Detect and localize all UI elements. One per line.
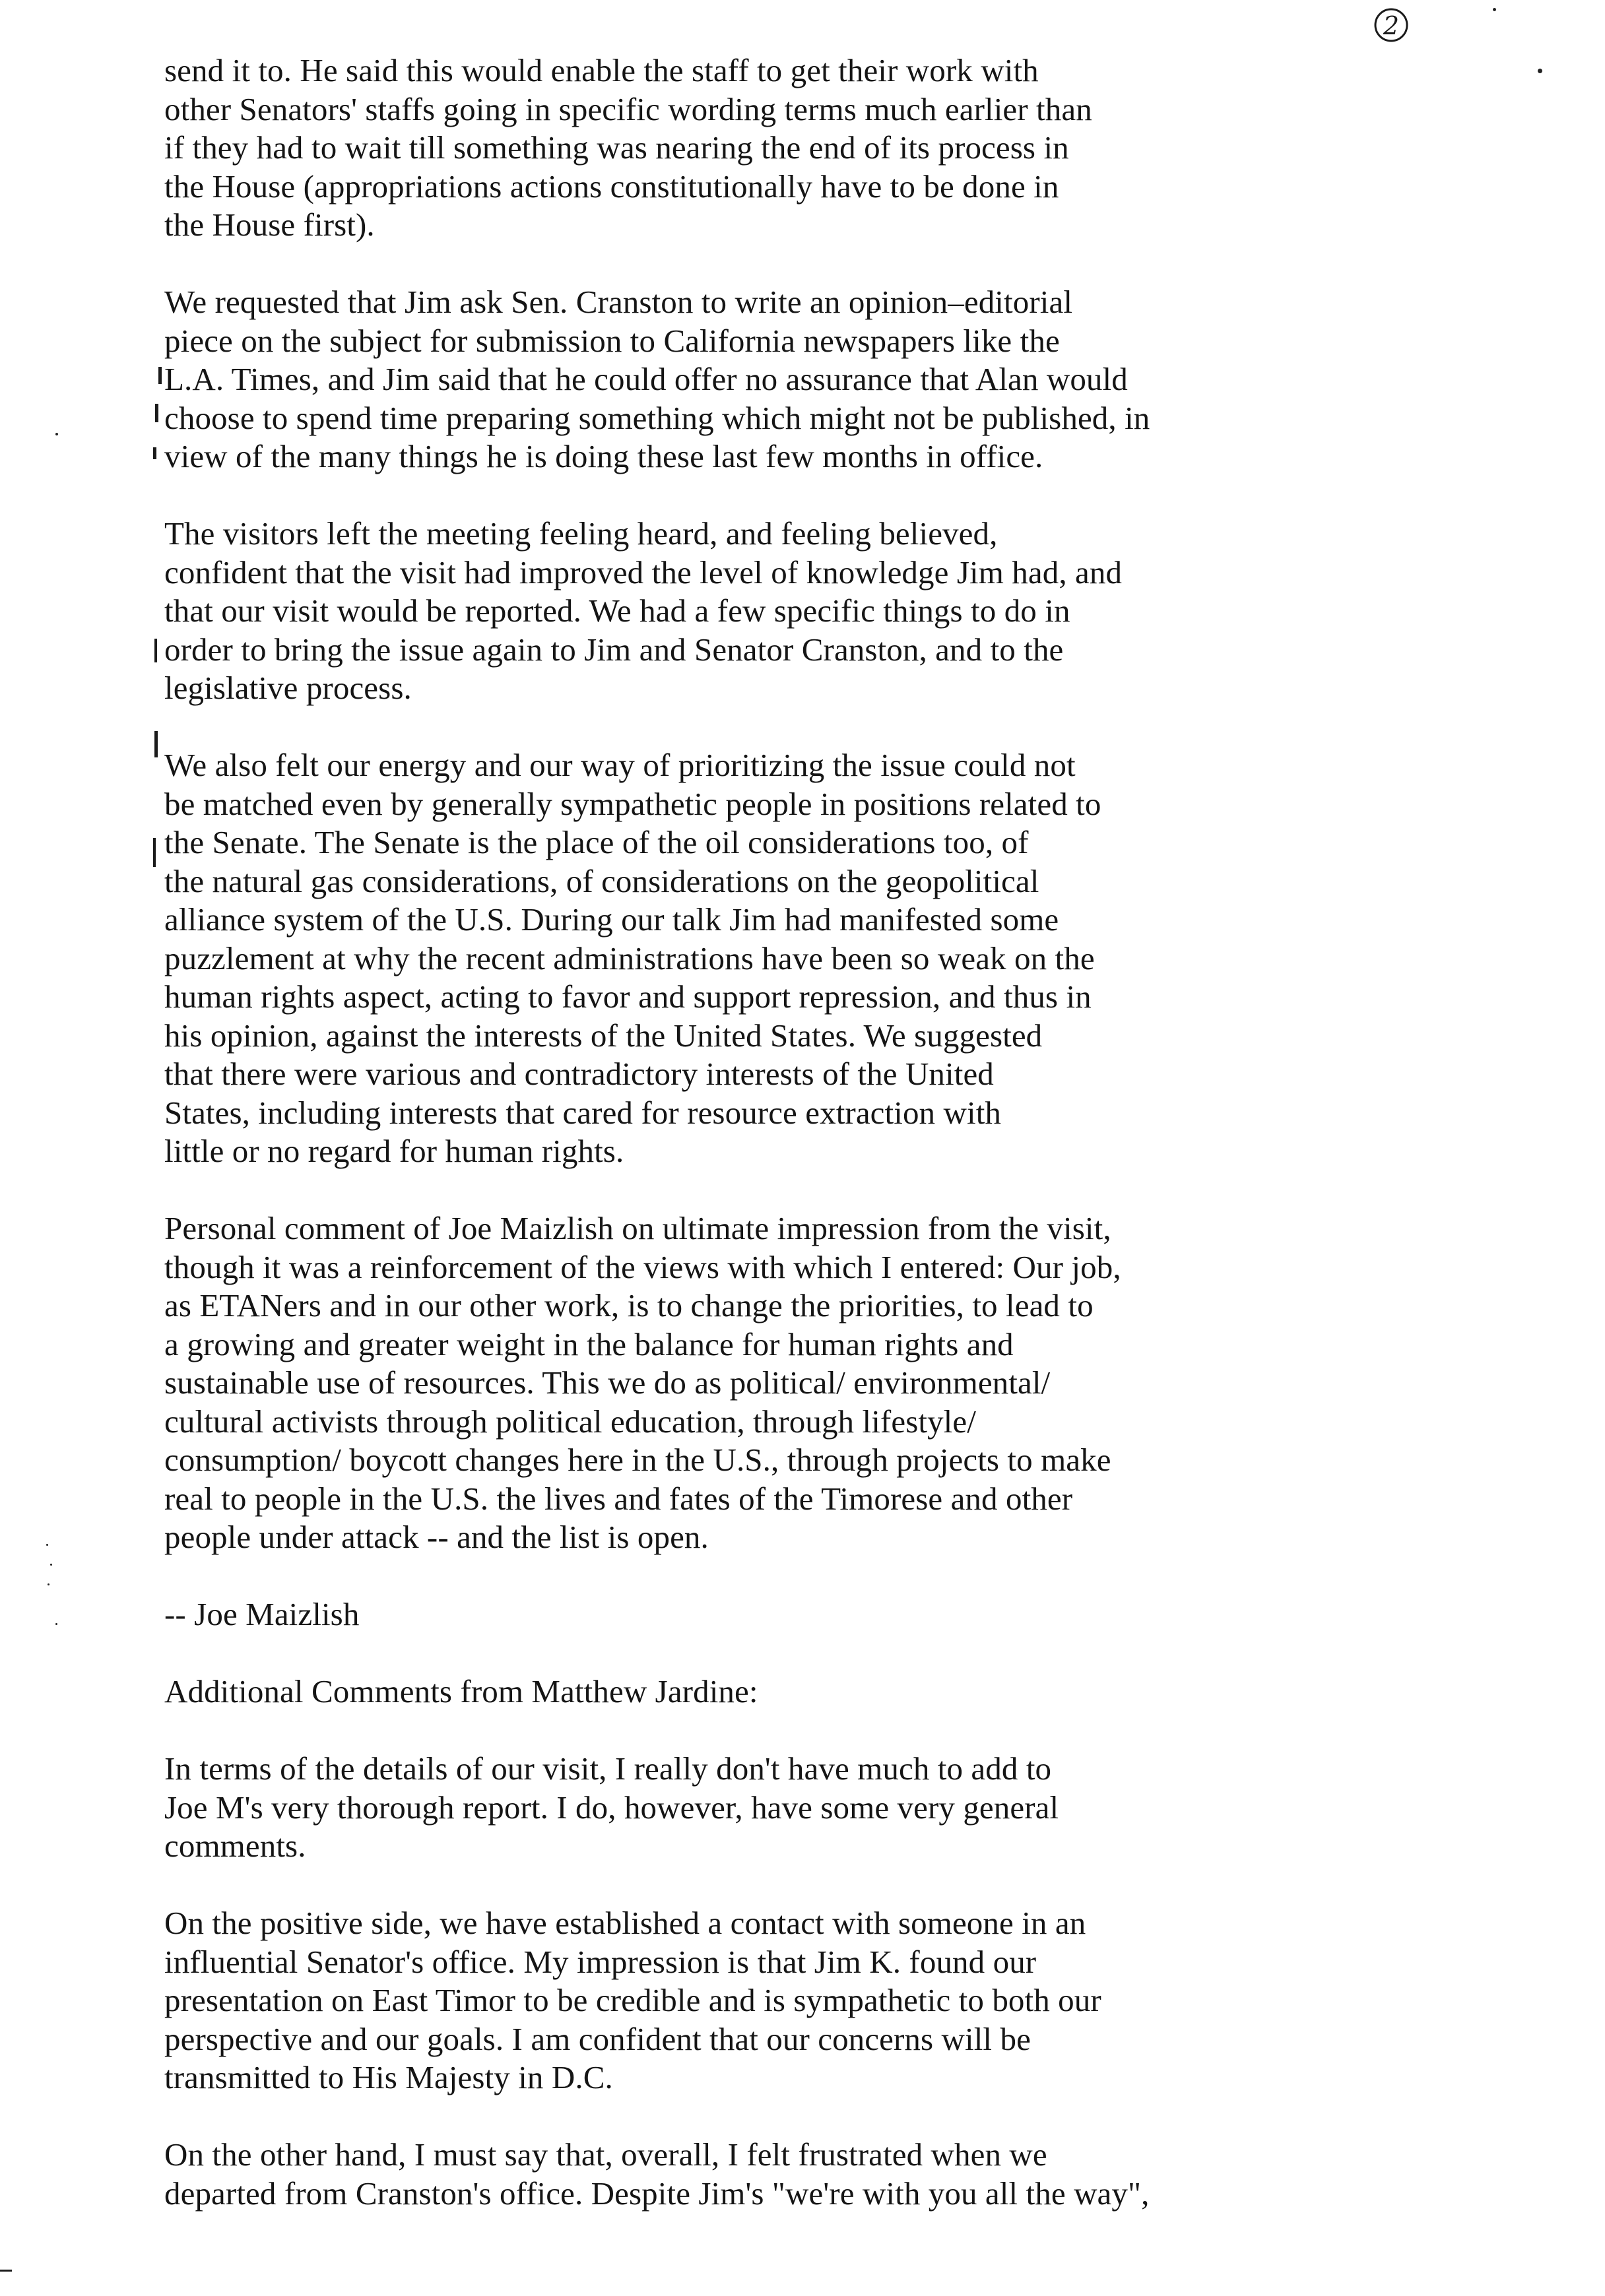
text-line: that there were various and contradictory interests of the United (164, 1056, 994, 1092)
text-line: human rights aspect, acting to favor and support repression, and thus in (164, 978, 1092, 1015)
paragraph-1 (164, 51, 1092, 245)
text-line: alliance system of the U.S. During our talk Jim had manifested some (164, 901, 1059, 938)
margin-mark (153, 838, 156, 867)
text-line: that our visit would be reported. We had a few specific things to do in (164, 592, 1070, 629)
text-line: We requested that Jim ask Sen. Cranston to write an opinion–editorial (164, 284, 1073, 320)
text-line: the House (appropriations actions constitutionally have to be done in (164, 168, 1059, 205)
paragraph-2 (164, 283, 1150, 476)
scan-speck (55, 433, 58, 435)
text-line: Joe M's very thorough report. I do, however, have some very general (164, 1789, 1059, 1826)
paragraph-6 (164, 1750, 1059, 1866)
margin-mark (155, 404, 158, 422)
scan-speck (1493, 8, 1496, 11)
signature-line: -- Joe Maizlish (164, 1596, 360, 1632)
section-heading (164, 1673, 758, 1711)
text-line: presentation on East Timor to be credible and is sympathetic to both our (164, 1982, 1101, 2018)
text-line: confident that the visit had improved the level of knowledge Jim had, and (164, 554, 1123, 590)
paragraph-7 (164, 1904, 1101, 2097)
text-line: if they had to wait till something was nearing the end of its process in (164, 129, 1069, 166)
text-line: be matched even by generally sympathetic people in positions related to (164, 785, 1101, 822)
text-line: the natural gas considerations, of considerations on the geopolitical (164, 862, 1039, 899)
scan-speck (55, 1623, 57, 1625)
scan-speck (48, 1583, 49, 1585)
text-line: his opinion, against the interests of the United States. We suggested (164, 1017, 1043, 1054)
text-line: We also felt our energy and our way of prioritizing the issue could not (164, 747, 1076, 783)
text-line: departed from Cranston's office. Despite Jim's "we're with you all the way", (164, 2175, 1150, 2212)
circled-number-icon (1371, 4, 1411, 44)
scan-speck (50, 1564, 52, 1566)
text-line: transmitted to His Majesty in D.C. (164, 2059, 613, 2095)
text-line: Personal comment of Joe Maizlish on ultimate impression from the visit, (164, 1210, 1111, 1246)
text-line: real to people in the U.S. the lives and fates of the Timorese and other (164, 1480, 1073, 1517)
text-line: comments. (164, 1828, 306, 1864)
paragraph-5 (164, 1209, 1121, 1557)
margin-mark (158, 367, 162, 384)
text-line: perspective and our goals. I am confident that our concerns will be (164, 2020, 1031, 2057)
margin-mark (153, 447, 156, 459)
text-line: send it to. He said this would enable the staff to get their work with (164, 52, 1039, 88)
scan-speck (1538, 69, 1542, 73)
text-line: little or no regard for human rights. (164, 1133, 624, 1169)
text-line: the House first). (164, 207, 375, 243)
text-line: piece on the subject for submission to California newspapers like the (164, 322, 1060, 359)
page-number (1371, 4, 1411, 44)
text-line: The visitors left the meeting feeling heard, and feeling believed, (164, 515, 998, 552)
text-line: the Senate. The Senate is the place of the oil considerations too, of (164, 824, 1029, 860)
scan-speck (46, 1544, 48, 1546)
text-line: as ETANers and in our other work, is to change the priorities, to lead to (164, 1287, 1094, 1323)
signature (164, 1595, 359, 1634)
text-line: influential Senator's office. My impression is that Jim K. found our (164, 1943, 1037, 1980)
text-line: other Senators' staffs going in specific wording terms much earlier than (164, 90, 1092, 127)
margin-mark (154, 731, 158, 757)
text-line: legislative process. (164, 670, 412, 706)
text-line: cultural activists through political education, through lifestyle/ (164, 1403, 976, 1440)
text-line: sustainable use of resources. This we do as political/ environmental/ (164, 1364, 1051, 1401)
text-line: consumption/ boycott changes here in the U.S., through projects to make (164, 1442, 1111, 1478)
margin-mark (154, 639, 157, 662)
text-line: view of the many things he is doing these last few months in office. (164, 438, 1043, 474)
text-line: though it was a reinforcement of the views with which I entered: Our job, (164, 1248, 1121, 1285)
heading-line: Additional Comments from Matthew Jardine: (164, 1673, 758, 1709)
text-line: On the positive side, we have established a contact with someone in an (164, 1905, 1086, 1941)
text-line: On the other hand, I must say that, overall, I felt frustrated when we (164, 2136, 1047, 2173)
paragraph-4 (164, 746, 1101, 1171)
paragraph-3 (164, 515, 1122, 708)
text-line: puzzlement at why the recent administrations have been so weak on the (164, 940, 1095, 976)
page-number-text: 2 (1383, 11, 1400, 40)
paragraph-8 (164, 2136, 1149, 2213)
text-line: L.A. Times, and Jim said that he could offer no assurance that Alan would (164, 361, 1128, 397)
scan-edge-mark (0, 2270, 12, 2272)
text-line: order to bring the issue again to Jim and Senator Cranston, and to the (164, 631, 1064, 668)
text-line: In terms of the details of our visit, I really don't have much to add to (164, 1750, 1052, 1787)
text-line: States, including interests that cared for resource extraction with (164, 1094, 1002, 1131)
text-line: a growing and greater weight in the balance for human rights and (164, 1325, 1014, 1362)
text-line: people under attack -- and the list is open. (164, 1519, 709, 1555)
text-line: choose to spend time preparing something which might not be published, in (164, 399, 1150, 436)
